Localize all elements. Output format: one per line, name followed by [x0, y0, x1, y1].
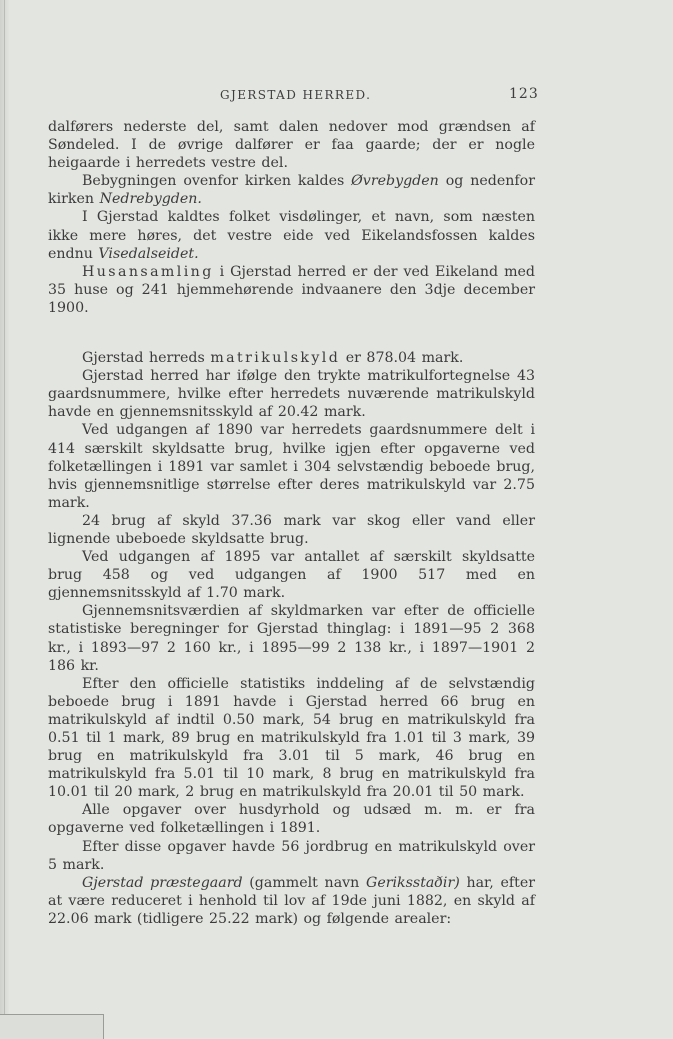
text-run: Gjerstad herreds	[82, 350, 211, 367]
paragraph	[48, 172, 535, 208]
paragraph	[48, 349, 535, 367]
body-text	[48, 118, 535, 928]
paragraph: Gjerstad herred har ifølge den trykte matrikulfortegnelse 43 gaardsnummere, hvilke efter herredets nuværende matrikulskyld havde en gjennemsnitsskyld af 20.42 mark.	[48, 368, 535, 421]
section-gap	[48, 317, 535, 349]
binding-line	[4, 0, 5, 1038]
paragraph: Alle opgaver over husdyrhold og udsæd m. m. er fra opgaverne ved folketællingen i 1891.	[48, 802, 535, 837]
paragraph: dalførers nederste del, samt dalen nedover mod grændsen af Søndeled. I de øvrige dalfører er faa gaarde; der er nogle heigaarde i herredets vestre del.	[48, 119, 535, 172]
text-run: (gammelt navn	[242, 874, 366, 891]
text-run: og nedenfor kirken	[48, 173, 535, 208]
paragraph: Ved udgangen af 1895 var antallet af særskilt skyldsatte brug 458 og ved udgangen af 1900 517 med en gjennemsnitsskyld af 1.70 mark.	[48, 549, 535, 602]
corner-tab	[0, 1014, 104, 1039]
paragraph: Efter den officielle statistiks inddeling af de selvstændig beboede brug i 1891 havde i Gjerstad herred 66 brug en matrikulskyld af indtil 0.50 mark, 54 brug en matrikulskyld fra 0.51 til 1 mark, 89 brug en matrikulskyld fra 1.01 til 3 mark, 39 brug en matrikulskyld fra 3.01 til 5 mark, 46 brug en matrikulskyld fra 5.01 til 10 mark, 8 brug en matrikulskyld fra 10.01 til 20 mark, 2 brug en matrikulskyld fra 20.01 til 50 mark.	[48, 675, 535, 801]
text-run: er 878.04 mark.	[340, 350, 464, 367]
paragraph: Gjennemsnitsværdien af skyldmarken var efter de officielle statistiske beregninger for Gjerstad thinglag: i 1891—95 2 368 kr., i 1893—97 2 160 kr., i 1895—99 2 138 kr., i 1897—1901 2 186 kr.	[48, 603, 535, 674]
text-run: I Gjerstad kaldtes folket visdølinger, et navn, som næsten ikke mere høres, det vestre eide ved Eikelandsfossen kaldes endnu	[48, 209, 535, 262]
paragraph	[48, 263, 535, 317]
paragraph	[48, 208, 535, 262]
page-header	[0, 88, 673, 108]
paragraph	[48, 874, 535, 928]
italic-term: Nedrebygden.	[99, 191, 202, 208]
text-run: Bebygningen ovenfor kirken kaldes	[82, 173, 352, 190]
running-head: GJERSTAD HERRED.	[220, 88, 372, 102]
page-number: 123	[509, 86, 539, 102]
text-run: i Gjerstad herred er der ved Eikeland med 35 huse og 241 hjemmehørende indvaanere den 3dje december 1900.	[48, 263, 535, 316]
italic-term: Visedalseidet.	[98, 245, 199, 262]
paragraph: 24 brug af skyld 37.36 mark var skog eller vand eller lignende ubeboede skyldsatte brug.	[48, 512, 535, 547]
spaced-term: matrikulskyld	[210, 350, 341, 367]
italic-term: Øvrebygden	[351, 173, 439, 190]
italic-term: Geriksstaðir)	[366, 874, 460, 891]
text-run: har, efter at være reduceret i henhold til lov af 19de juni 1882, en skyld af 22.06 mark (tidligere 25.22 mark) og følgende arealer:	[48, 874, 535, 927]
paragraph: Efter disse opgaver havde 56 jordbrug en matrikulskyld over 5 mark.	[48, 838, 535, 873]
paragraph: Ved udgangen af 1890 var herredets gaardsnummere delt i 414 særskilt skyldsatte brug, hvilke igjen efter opgaverne ved folketællingen i 1891 var samlet i 304 selvstændig beboede brug, hvis gjennemsnitlige størrelse efter deres matrikulskyld var 2.75 mark.	[48, 422, 535, 511]
italic-term: Gjerstad præstegaard	[82, 874, 243, 891]
spaced-term: Husansamling	[82, 263, 214, 280]
